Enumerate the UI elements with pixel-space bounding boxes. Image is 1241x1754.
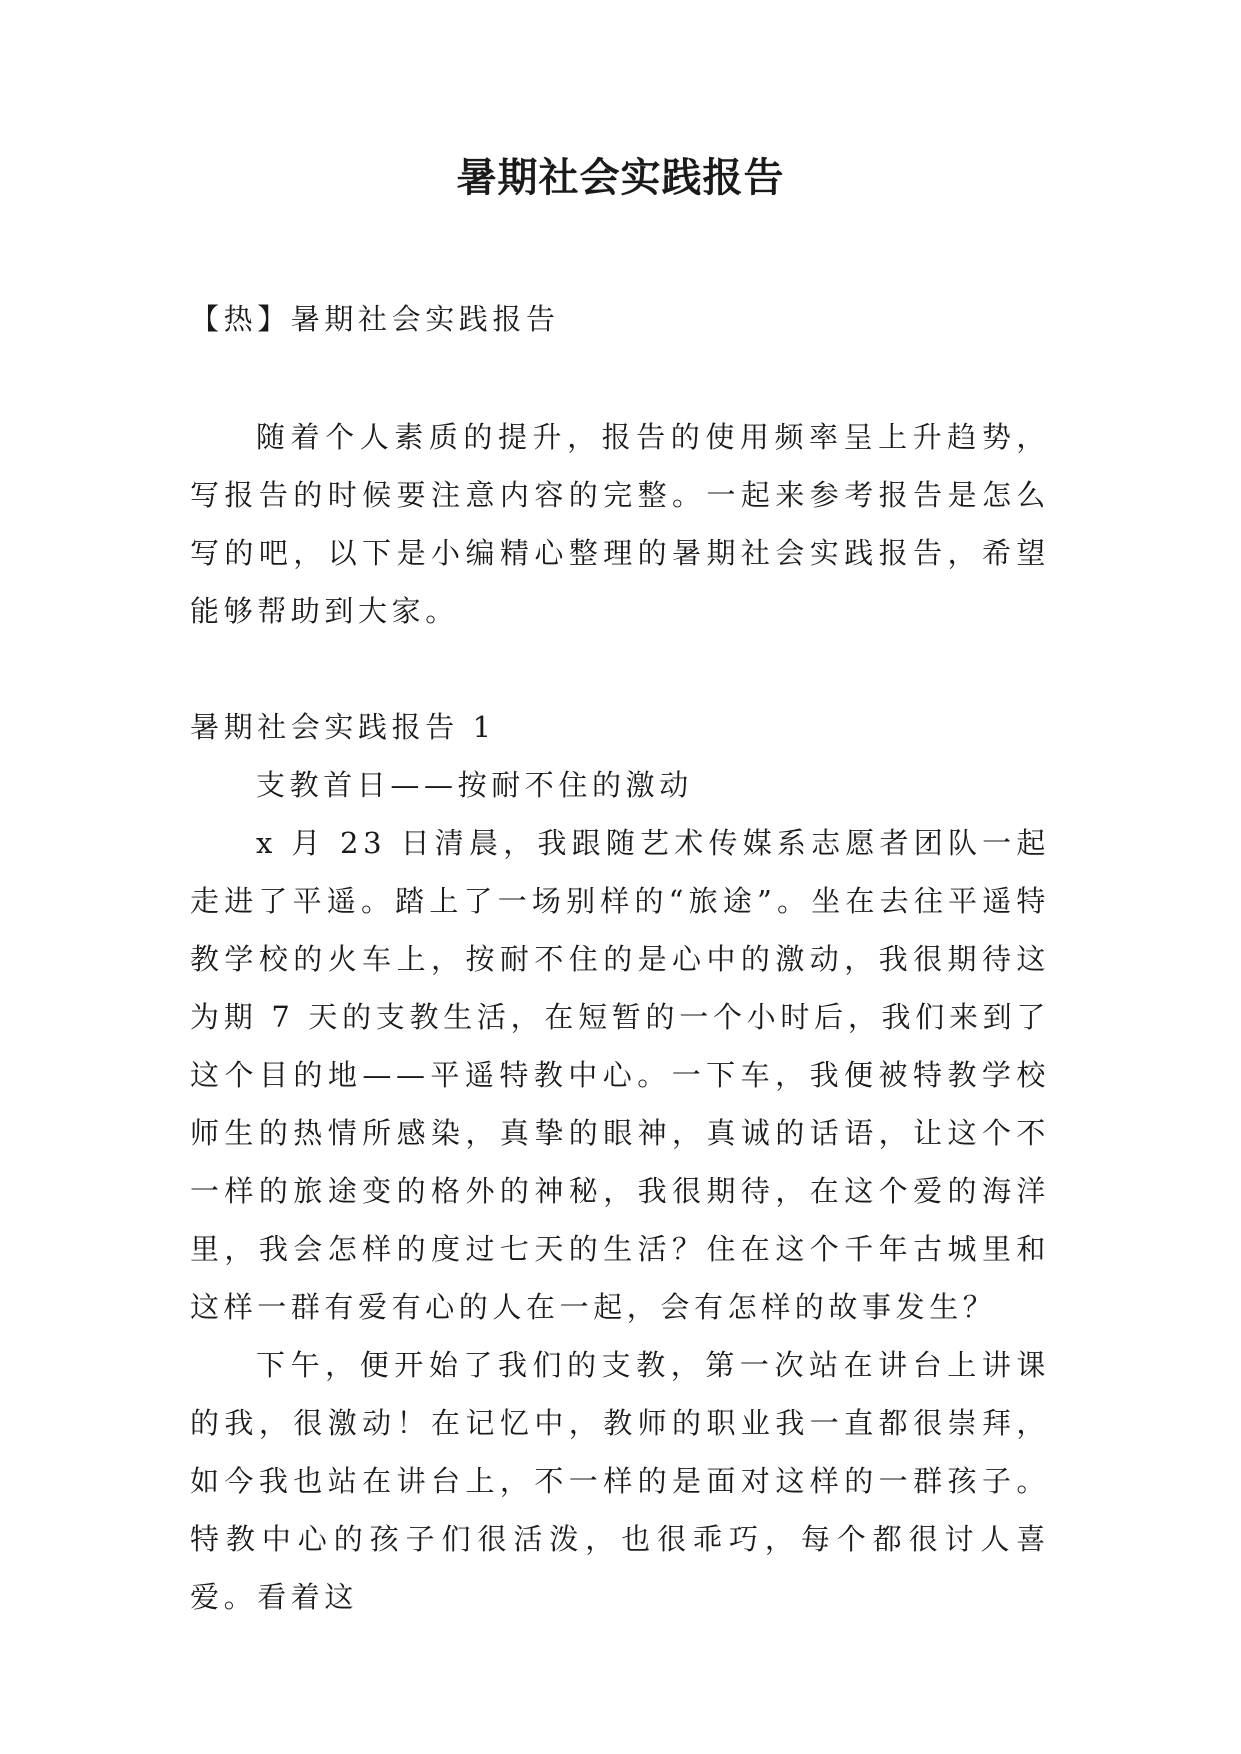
document-subtitle: 【热】暑期社会实践报告 <box>190 302 560 336</box>
body-paragraph: x 月 23 日清晨，我跟随艺术传媒系志愿者团队一起走进了平遥。踏上了一场别样的“旅途”。坐在去往平遥特教学校的火车上，按耐不住的是心中的激动，我很期待这为期 7 天的支教生活，在短暂的一个小时后，我们来到了这个目的地——平遥特教中心。一下车，我便被特教学校师生的热情所感染，真挚的眼神，真诚的话语，让这个不一样的旅途变的格外的神秘，我很期待，在这个爱的海洋里，我会怎样的度过七天的生活？住在这个千年古城里和这样一群有爱有心的人在一起，会有怎样的故事发生？ <box>190 826 1050 1324</box>
section-heading: 暑期社会实践报告 1 <box>190 710 496 744</box>
document-title: 暑期社会实践报告 <box>456 155 785 201</box>
body-paragraph: 下午，便开始了我们的支教，第一次站在讲台上讲课的我，很激动！在记忆中，教师的职业我一直都很崇拜，如今我也站在讲台上，不一样的是面对这样的一群孩子。特教中心的孩子们很活泼，也很乖巧，每个都很讨人喜爱。看着这 <box>190 1348 1050 1614</box>
document-body <box>190 290 1050 1626</box>
section-subheading: 支教首日——按耐不住的激动 <box>256 768 693 802</box>
intro-paragraph: 随着个人素质的提升，报告的使用频率呈上升趋势，写报告的时候要注意内容的完整。一起来参考报告是怎么写的吧，以下是小编精心整理的暑期社会实践报告，希望能够帮助到大家。 <box>190 420 1050 628</box>
